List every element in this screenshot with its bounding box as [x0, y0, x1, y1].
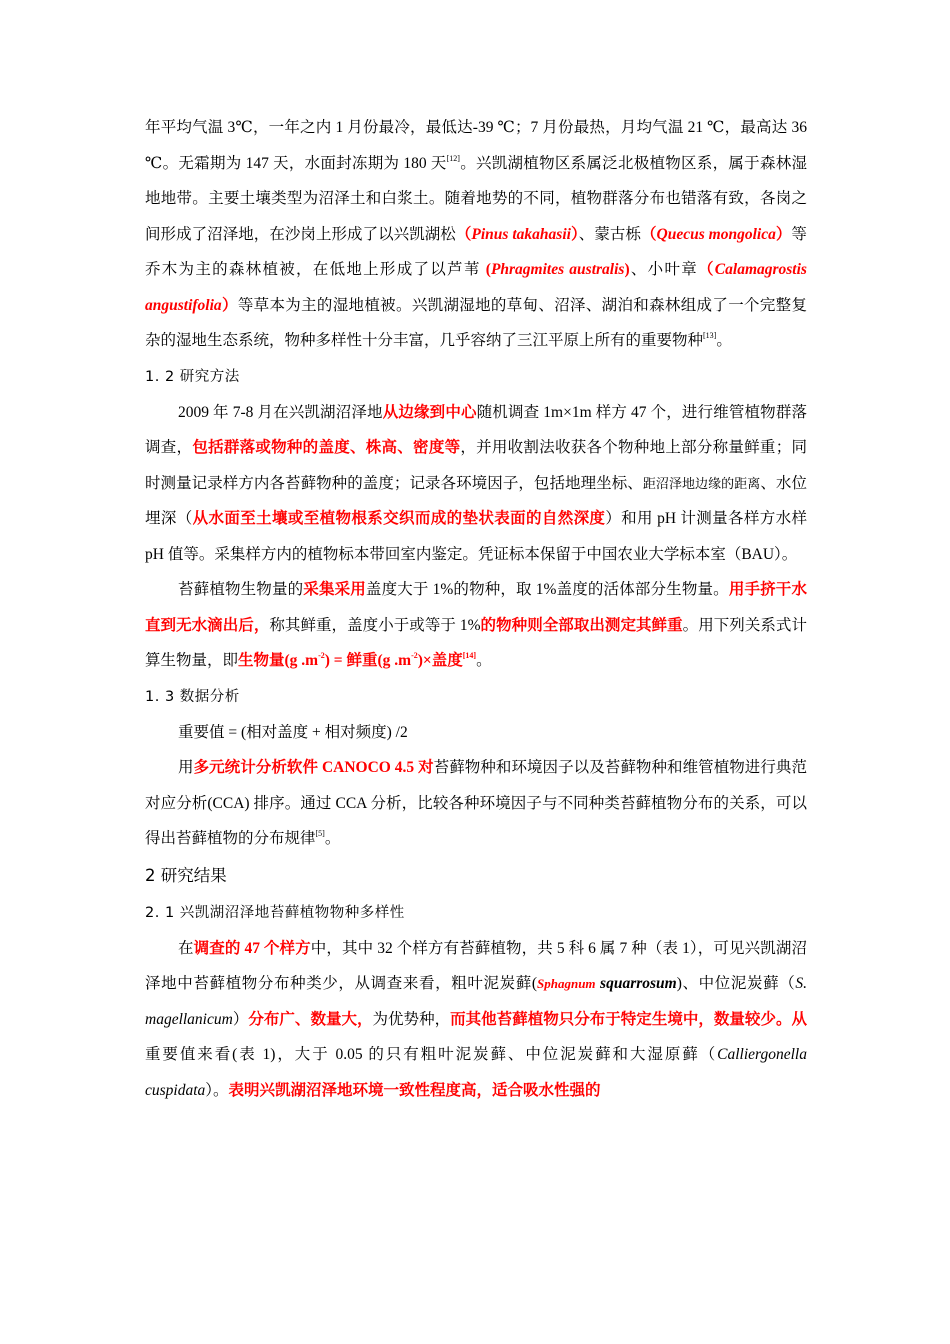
species-name: Sphagnum [537, 976, 596, 991]
paragraph-biomass: 苔藓植物生物量的采集采用盖度大于 1%的物种，取 1%盖度的活体部分生物量。用手挤干水直到无水滴出后，称其鲜重，盖度小于或等于 1%的物种则全部取出测定其鲜重。用下列关系式计算生物量，即生物量(g $.m^{-2}$) = 鲜重(g $.m^{-2})\times$盖度[14]。 [145, 581, 807, 669]
formula-importance-value: 重要值 = (相对盖度 + 相对频度) /2 [178, 723, 408, 741]
citation: [5] [315, 829, 325, 838]
species-name: Pinus takahasii [471, 225, 571, 243]
paragraph-diversity: 在调查的 47 个样方中，其中 32 个样方有苔藓植物，共 5 科 6 属 7 种（表 1），可见兴凯湖沼泽地中苔藓植物分布种类少，从调查来看，粗叶泥炭藓(Sphagnum squarrosum)、中位泥炭藓（S. magellanicum）分布广、数量大，为优势种，而其他苔藓植物只分布于特定生境中，数量较少。从重要值来看(表 1)，大于 0.05 的只有粗叶泥炭藓、中位泥炭藓和大湿原藓（Calliergonella cuspidata）。表明兴凯湖沼泽地环境一致性程度高，适合吸水性强的 [145, 939, 807, 1099]
paragraph-analysis: 用多元统计分析软件 CANOCO 4.5 对苔藓物种和环境因子以及苔藓物种和维管植物进行典范对应分析(CCA) 排序。通过 CCA 分析，比较各种环境因子与不同种类苔藓植物分布的关系，可以得出苔藓植物的分布规律[5]。 [145, 759, 807, 847]
citation: [12] [446, 153, 460, 163]
section-heading-data-analysis: 1. 3 数据分析 [145, 688, 240, 705]
document-page [145, 110, 807, 1108]
paragraph-methods: 2009 年 7-8 月在兴凯湖沼泽地从边缘到中心随机调查 1m×1m 样方 47 个，进行维管植物群落调查，包括群落或物种的盖度、株高、密度等，并用收割法收获各个物种地上部分称量鲜重；同时测量记录样方内各苔藓物种的盖度；记录各环境因子，包括地理坐标、距沼泽地边缘的距离、水位埋深（从水面至土壤或至植物根系交织而成的垫状表面的自然深度）和用 pH 计测量各样方水样 pH 值等。采集样方内的植物标本带回室内鉴定。凭证标本保留于中国农业大学标本室（BAU）。 [145, 403, 807, 563]
citation: [13] [703, 331, 717, 340]
species-name: Calamagrostis angustifolia [145, 261, 807, 314]
species-name: Phragmites australis [490, 261, 625, 278]
species-name: S. magellanicum [145, 975, 807, 1028]
citation: [14] [462, 651, 477, 660]
species-name: Calliergonella cuspidata [145, 1046, 807, 1099]
species-name: Quecus mongolica [656, 225, 776, 243]
paragraph-study-area: 年平均气温 3℃，一年之内 1 月份最冷，最低达-39 ℃；7 月份最热，月均气温 21 ℃，最高达 36 ℃。无霜期为 147 天，水面封冻期为 180 天[12]。兴凯湖植物区系属泛北极植物区系，属于森林湿地地带。主要土壤类型为沼泽土和白浆土。随着地势的不同，植物群落分布也错落有致，各岗之间形成了沼泽地，在沙岗上形成了以兴凯湖松（Pinus takahasii）、蒙古栎（Quecus mongolica）等乔木为主的森林植被，在低地上形成了以芦苇 (Phragmites australis)、小叶章（Calamagrostis angustifolia）等草本为主的湿地植被。兴凯湖湿地的草甸、沼泽、湖泊和森林组成了一个完整复杂的湿地生态系统，物种多样性十分丰富，几乎容纳了三江平原上所有的重要物种[13]。 [145, 119, 807, 349]
species-name: squarrosum [595, 975, 677, 992]
section-heading-results: 2 研究结果 [145, 865, 227, 885]
section-heading-diversity: 2. 1 兴凯湖沼泽地苔藓植物物种多样性 [145, 904, 405, 921]
section-heading-methods: 1. 2 研究方法 [145, 368, 240, 385]
